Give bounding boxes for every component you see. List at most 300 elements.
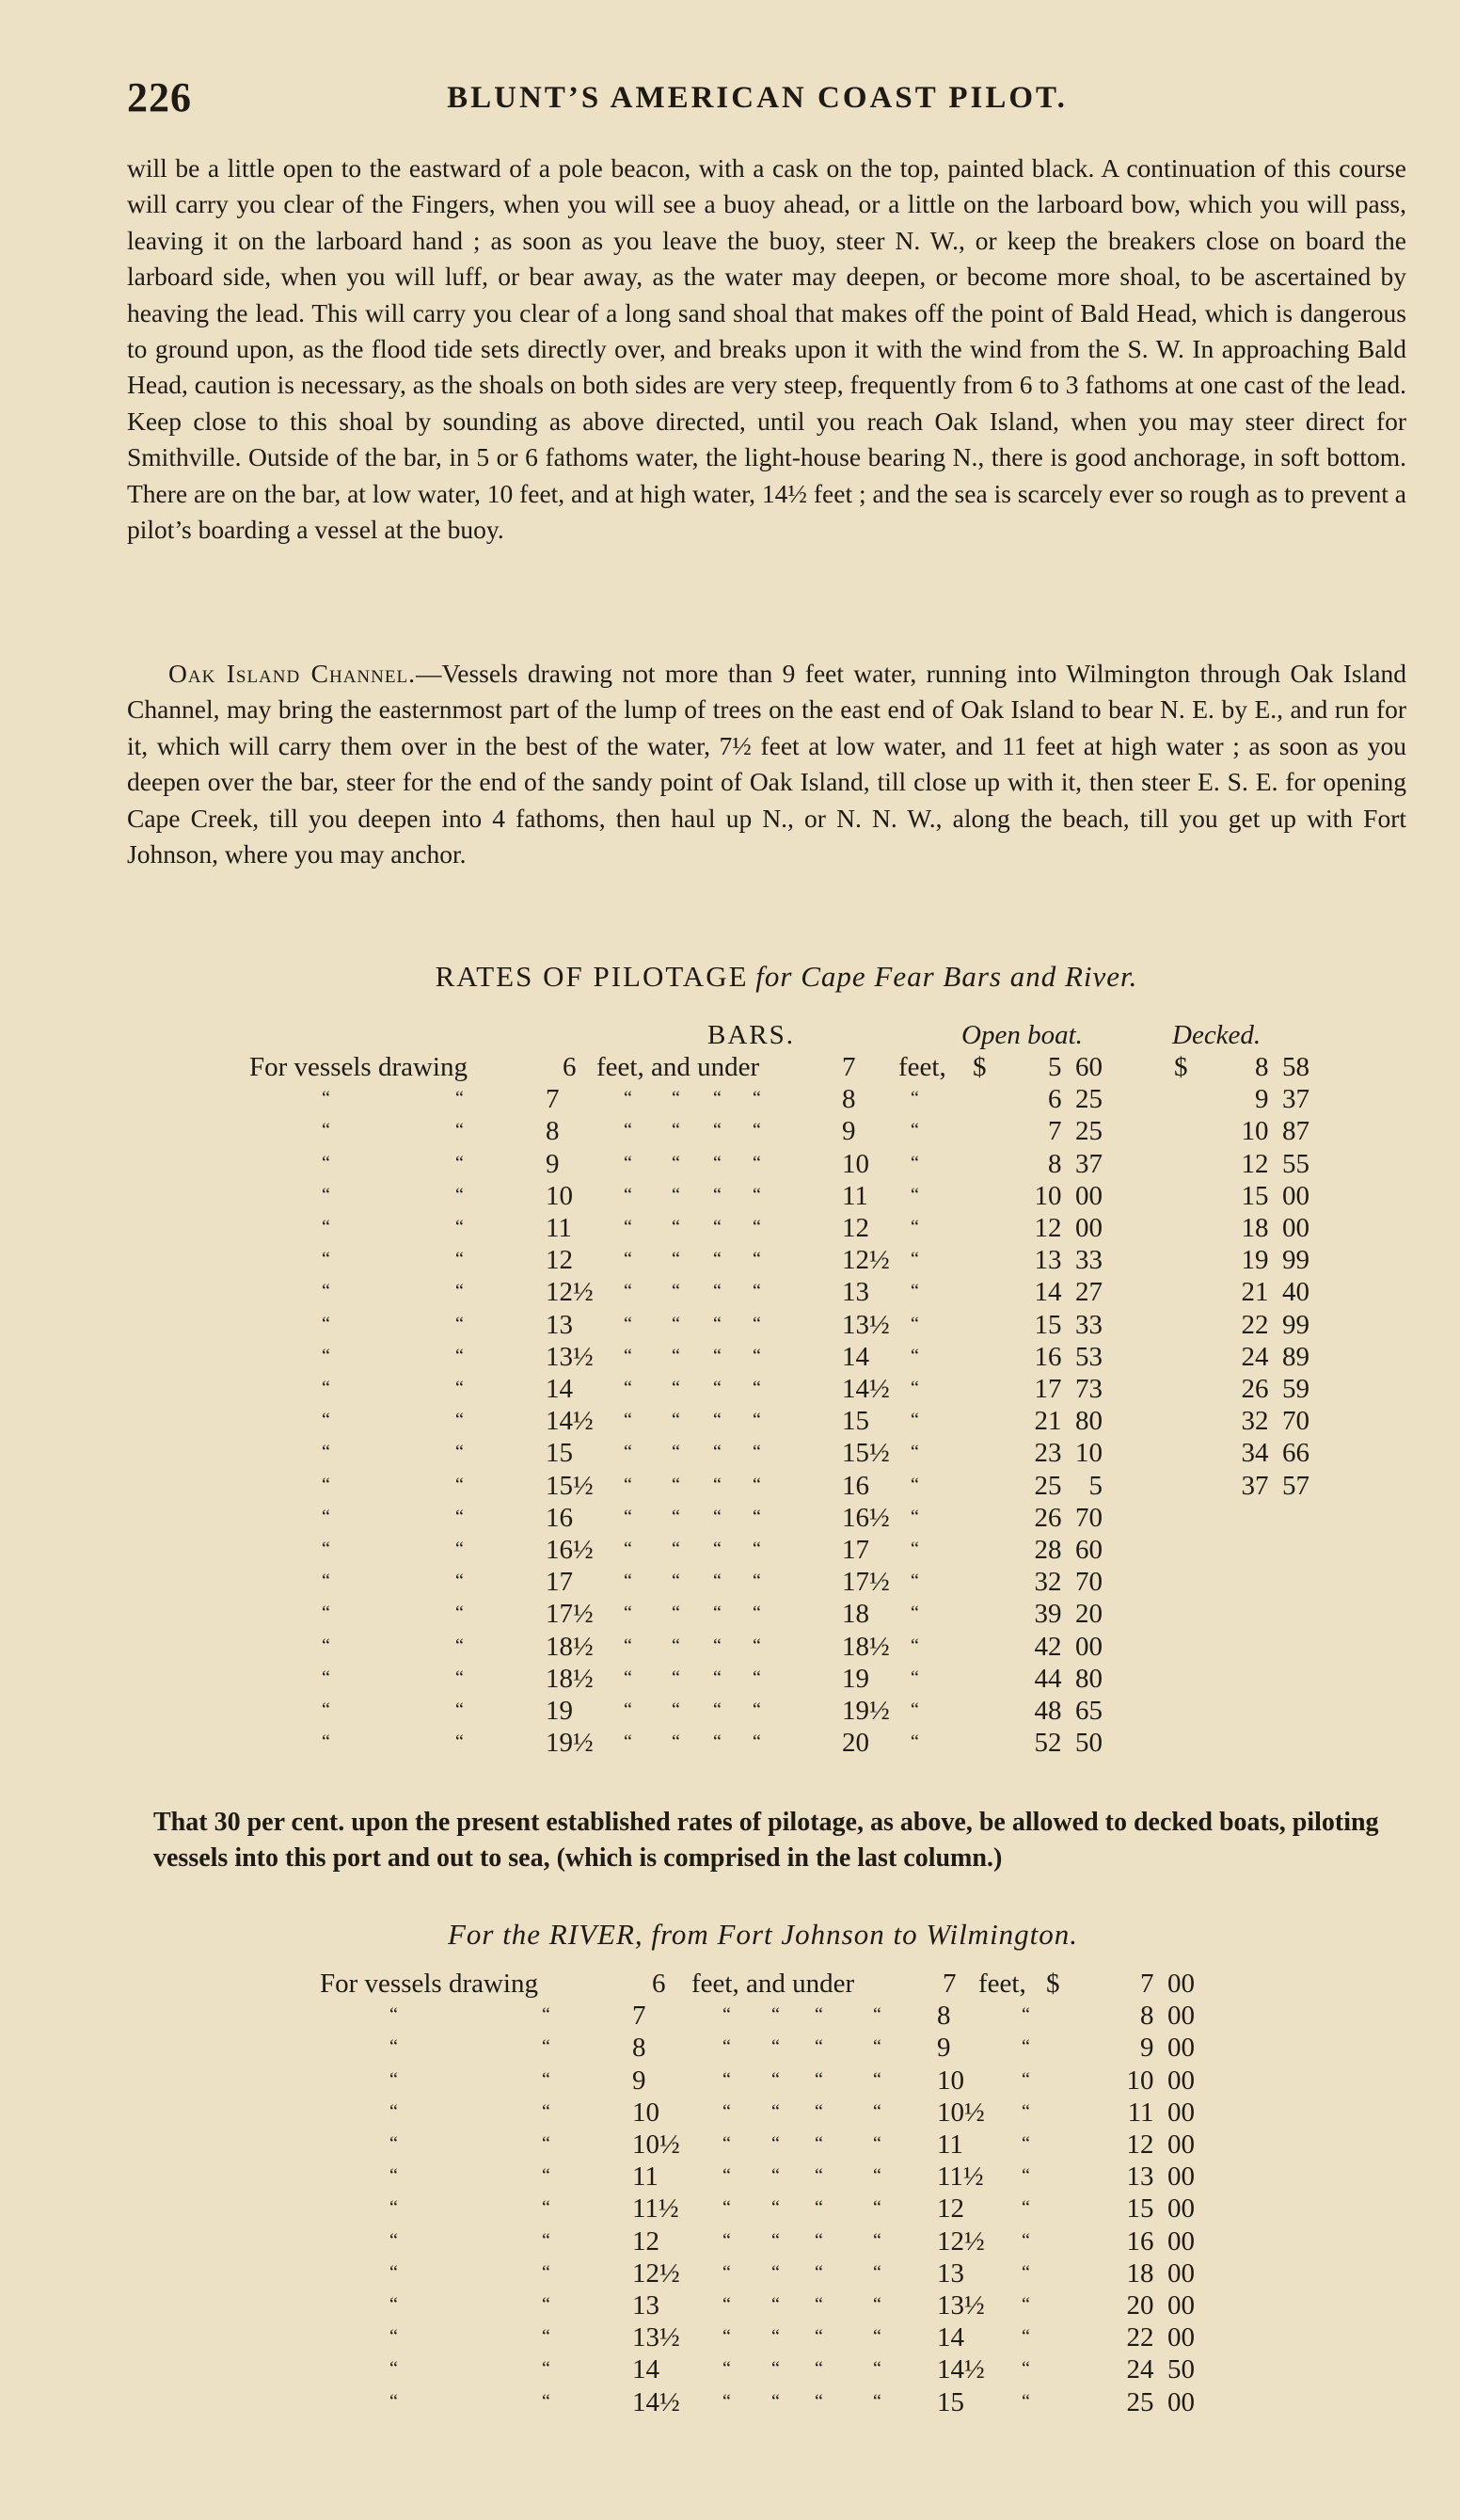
draft-from: 11½ xyxy=(632,2193,679,2224)
draft-to: 19½ xyxy=(842,1696,890,1726)
draft-to: 13 xyxy=(937,2258,964,2289)
ditto-mark: “ xyxy=(911,1153,919,1173)
ditto-mark: “ xyxy=(753,1699,761,1720)
ditto-mark: “ xyxy=(624,1442,632,1462)
draft-from: 12½ xyxy=(546,1277,594,1307)
ditto-mark: “ xyxy=(322,1603,330,1623)
ditto-mark: “ xyxy=(753,1249,761,1269)
ditto-mark: “ xyxy=(771,2004,780,2025)
draft-from: 12 xyxy=(632,2226,659,2257)
draft-from: 13 xyxy=(632,2290,659,2321)
ditto-mark: “ xyxy=(672,1475,680,1495)
ditto-mark: “ xyxy=(322,1667,330,1688)
ditto-mark: “ xyxy=(672,1281,680,1301)
ditto-mark: “ xyxy=(542,2326,550,2347)
ditto-mark: “ xyxy=(322,1088,330,1108)
ditto-mark: “ xyxy=(624,1153,632,1173)
draft-to: 13½ xyxy=(842,1310,890,1340)
dollar-sign: $ xyxy=(1046,1969,1060,1999)
river-rate: 25 00 xyxy=(1126,2387,1195,2417)
table-row xyxy=(0,1116,1460,1148)
draft-from: 18½ xyxy=(546,1632,594,1662)
draft-to: 9 xyxy=(937,2033,951,2063)
decked-rate: 12 55 xyxy=(1241,1149,1309,1179)
draft-from: 19½ xyxy=(546,1728,594,1758)
draft-to: 12 xyxy=(937,2193,964,2224)
ditto-mark: “ xyxy=(1022,2004,1030,2025)
ditto-mark: “ xyxy=(672,1217,680,1237)
ditto-mark: “ xyxy=(455,1314,464,1334)
ditto-mark: “ xyxy=(753,1410,761,1430)
table-row xyxy=(0,1503,1460,1535)
ditto-mark: “ xyxy=(389,2358,398,2379)
ditto-mark: “ xyxy=(542,2262,550,2283)
open-boat-rate: 25 5 xyxy=(1034,1471,1103,1501)
draft-to: 16 xyxy=(842,1471,869,1501)
ditto-mark: “ xyxy=(771,2326,780,2347)
ditto-mark: “ xyxy=(455,1507,464,1527)
ditto-mark: “ xyxy=(542,2004,550,2025)
ditto-mark: “ xyxy=(815,2326,823,2347)
ditto-mark: “ xyxy=(322,1442,330,1462)
draft-from: 6 xyxy=(652,1969,666,1999)
draft-to-unit: feet, xyxy=(898,1052,946,1082)
ditto-mark: “ xyxy=(753,1667,761,1688)
table-row xyxy=(0,1567,1460,1599)
draft-from: 17½ xyxy=(546,1599,594,1629)
open-boat-rate: 48 65 xyxy=(1034,1696,1103,1726)
ditto-mark: “ xyxy=(322,1314,330,1334)
ditto-mark: “ xyxy=(722,2358,731,2379)
ditto-mark: “ xyxy=(542,2036,550,2057)
draft-to: 18 xyxy=(842,1599,869,1629)
row-label: For vessels drawing xyxy=(320,1969,538,1999)
ditto-mark: “ xyxy=(911,1635,919,1656)
draft-to: 18½ xyxy=(842,1632,890,1662)
ditto-mark: “ xyxy=(542,2230,550,2251)
column-header-open-boat: Open boat. xyxy=(961,1020,1083,1050)
ditto-mark: “ xyxy=(455,1635,464,1656)
ditto-mark: “ xyxy=(713,1346,722,1366)
river-table-title xyxy=(33,1918,1460,1952)
ditto-mark: “ xyxy=(672,1507,680,1527)
ditto-mark: “ xyxy=(753,1088,761,1108)
ditto-mark: “ xyxy=(815,2262,823,2283)
draft-from: 13 xyxy=(546,1310,573,1340)
draft-from: 16 xyxy=(546,1503,573,1533)
ditto-mark: “ xyxy=(455,1475,464,1495)
open-boat-rate: 5 60 xyxy=(1048,1052,1103,1082)
ditto-mark: “ xyxy=(713,1378,722,1398)
open-boat-rate: 42 00 xyxy=(1034,1632,1103,1662)
ditto-mark: “ xyxy=(753,1281,761,1301)
ditto-mark: “ xyxy=(911,1571,919,1591)
draft-to-unit: feet, xyxy=(978,1969,1026,1999)
ditto-mark: “ xyxy=(1022,2326,1030,2347)
table-row xyxy=(0,1969,1460,2001)
ditto-mark: “ xyxy=(713,1571,722,1591)
ditto-mark: “ xyxy=(322,1281,330,1301)
ditto-mark: “ xyxy=(753,1539,761,1559)
rates-title-caps: RATES OF PILOTAGE xyxy=(435,960,749,993)
ditto-mark: “ xyxy=(713,1314,722,1334)
ditto-mark: “ xyxy=(911,1442,919,1462)
draft-to: 10 xyxy=(937,2065,964,2096)
running-title: BLUNT’S AMERICAN COAST PILOT. xyxy=(447,81,1068,115)
ditto-mark: “ xyxy=(1022,2133,1030,2154)
ditto-mark: “ xyxy=(672,1731,680,1752)
draft-from: 7 xyxy=(632,2001,646,2031)
ditto-mark: “ xyxy=(911,1185,919,1205)
open-boat-rate: 21 80 xyxy=(1034,1406,1103,1436)
ditto-mark: “ xyxy=(672,1120,680,1140)
table-row xyxy=(0,1149,1460,1181)
ditto-mark: “ xyxy=(672,1410,680,1430)
ditto-mark: “ xyxy=(672,1378,680,1398)
ditto-mark: “ xyxy=(322,1378,330,1398)
table-row xyxy=(0,1406,1460,1438)
ditto-mark: “ xyxy=(455,1731,464,1752)
ditto-mark: “ xyxy=(672,1314,680,1334)
draft-to: 14½ xyxy=(842,1374,890,1404)
ditto-mark: “ xyxy=(624,1667,632,1688)
table-row xyxy=(0,2001,1460,2033)
ditto-mark: “ xyxy=(1022,2197,1030,2218)
ditto-mark: “ xyxy=(455,1217,464,1237)
table-row xyxy=(0,2097,1460,2129)
ditto-mark: “ xyxy=(753,1314,761,1334)
ditto-mark: “ xyxy=(672,1346,680,1366)
ditto-mark: “ xyxy=(672,1699,680,1720)
ditto-mark: “ xyxy=(753,1217,761,1237)
ditto-mark: “ xyxy=(672,1442,680,1462)
ditto-mark: “ xyxy=(455,1281,464,1301)
ditto-mark: “ xyxy=(624,1249,632,1269)
paragraph-text: will be a little open to the eastward of a pole beacon, with a cask on the top, painted black. A continuation of this course will carry you clear of the Fingers, when you will see a buoy ahead, or a little on the larboard bow, which you will pass, leaving it on the larboard hand ; as soon as you leave the buoy, steer N. W., or keep the breakers close on board the larboard side, when you will luff, or bear away, as the water may deepen, or become more shoal, to be ascertained by heaving the lead. This will carry you clear of a long sand shoal that makes off the point of Bald Head, which is dangerous to ground upon, as the flood tide sets directly over, and breaks upon it with the wind from the S. W. In approaching Bald Head, caution is necessary, as the shoals on both sides are very steep, frequently from 6 to 3 fathoms at one cast of the lead. Keep close to this shoal by sounding as above directed, until you reach Oak Island, when you may steer direct for Smithville. Outside of the bar, in 5 or 6 fathoms water, the light-house bearing N., there is good anchorage, in soft bottom. There are on the bar, at low water, 10 feet, and at high water, 14½ feet ; and the sea is scarcely ever so rough as to prevent a pilot’s boarding a vessel at the buoy. xyxy=(127,153,1406,545)
open-boat-rate: 32 70 xyxy=(1034,1567,1103,1597)
ditto-mark: “ xyxy=(624,1346,632,1366)
ditto-mark: “ xyxy=(873,2101,881,2122)
table-row xyxy=(0,1342,1460,1374)
ditto-mark: “ xyxy=(542,2391,550,2412)
ditto-mark: “ xyxy=(722,2165,731,2186)
draft-to: 14 xyxy=(937,2322,964,2353)
open-boat-rate: 39 20 xyxy=(1034,1599,1103,1629)
ditto-mark: “ xyxy=(624,1185,632,1205)
draft-to: 17 xyxy=(842,1535,869,1565)
draft-to: 8 xyxy=(937,2001,951,2031)
ditto-mark: “ xyxy=(672,1635,680,1656)
ditto-mark: “ xyxy=(542,2197,550,2218)
ditto-mark: “ xyxy=(753,1507,761,1527)
draft-from: 14 xyxy=(632,2354,659,2384)
draft-from: 10 xyxy=(546,1181,573,1211)
ditto-mark: “ xyxy=(624,1378,632,1398)
table-row xyxy=(0,2258,1460,2290)
ditto-mark: “ xyxy=(873,2069,881,2090)
draft-from: 9 xyxy=(546,1149,560,1179)
ditto-mark: “ xyxy=(911,1346,919,1366)
ditto-mark: “ xyxy=(815,2165,823,2186)
draft-from: 9 xyxy=(632,2065,646,2096)
draft-to: 19 xyxy=(842,1664,869,1694)
draft-to: 14 xyxy=(842,1342,869,1372)
ditto-mark: “ xyxy=(322,1410,330,1430)
decked-rate: 10 87 xyxy=(1241,1116,1309,1146)
draft-from: 10 xyxy=(632,2097,659,2128)
decked-rate: 26 59 xyxy=(1241,1374,1309,1404)
ditto-mark: “ xyxy=(624,1507,632,1527)
ditto-mark: “ xyxy=(322,1217,330,1237)
ditto-mark: “ xyxy=(753,1153,761,1173)
ditto-mark: “ xyxy=(771,2262,780,2283)
ditto-mark: “ xyxy=(815,2391,823,2412)
ditto-mark: “ xyxy=(389,2133,398,2154)
ditto-mark: “ xyxy=(624,1314,632,1334)
ditto-mark: “ xyxy=(713,1185,722,1205)
ditto-mark: “ xyxy=(322,1507,330,1527)
ditto-mark: “ xyxy=(911,1507,919,1527)
ditto-mark: “ xyxy=(672,1088,680,1108)
decked-rate: 37 57 xyxy=(1241,1471,1309,1501)
row-label: For vessels drawing xyxy=(249,1052,468,1082)
ditto-mark: “ xyxy=(389,2165,398,2186)
ditto-mark: “ xyxy=(389,2004,398,2025)
ditto-mark: “ xyxy=(455,1378,464,1398)
table-row xyxy=(0,1374,1460,1406)
draft-to: 13 xyxy=(842,1277,869,1307)
ditto-mark: “ xyxy=(753,1120,761,1140)
ditto-mark: “ xyxy=(722,2326,731,2347)
river-rate: 7 00 xyxy=(1140,1969,1195,1999)
ditto-mark: “ xyxy=(624,1571,632,1591)
ditto-mark: “ xyxy=(713,1603,722,1623)
column-header-decked: Decked. xyxy=(1172,1020,1262,1050)
ditto-mark: “ xyxy=(389,2036,398,2057)
ditto-mark: “ xyxy=(1022,2262,1030,2283)
table-row xyxy=(0,2290,1460,2322)
draft-from-unit: feet, and under xyxy=(691,1969,855,1999)
table-row xyxy=(0,2354,1460,2386)
ditto-mark: “ xyxy=(672,1539,680,1559)
page-number: 226 xyxy=(127,74,192,120)
ditto-mark: “ xyxy=(753,1571,761,1591)
draft-to: 15 xyxy=(842,1406,869,1436)
ditto-mark: “ xyxy=(455,1539,464,1559)
ditto-mark: “ xyxy=(542,2101,550,2122)
paragraph-body: —Vessels drawing not more than 9 feet water, running into Wilmington through Oak Island Channel, may bring the easternmost part of the lump of trees on the east end of Oak Island to bear N. E. by E., and run for it, which will carry them over in the best of the water, 7½ feet at low water, and 11 feet at high water ; as soon as you deepen over the bar, steer for the end of the sandy point of Oak Island, till close up with it, then steer E. S. E. for opening Cape Creek, till you deepen into 4 fathoms, then haul up N., or N. N. W., along the beach, till you get up with Fort Johnson, where you may anchor. xyxy=(127,659,1406,869)
ditto-mark: “ xyxy=(815,2230,823,2251)
ditto-mark: “ xyxy=(713,1088,722,1108)
decked-rate: 24 89 xyxy=(1241,1342,1309,1372)
ditto-mark: “ xyxy=(911,1088,919,1108)
draft-to: 14½ xyxy=(937,2354,985,2384)
table-row xyxy=(0,1728,1460,1760)
ditto-mark: “ xyxy=(455,1185,464,1205)
open-boat-rate: 6 25 xyxy=(1048,1084,1103,1114)
ditto-mark: “ xyxy=(911,1410,919,1430)
river-rate: 18 00 xyxy=(1126,2258,1195,2289)
draft-from: 11 xyxy=(632,2161,659,2192)
ditto-mark: “ xyxy=(753,1475,761,1495)
table-row xyxy=(0,2033,1460,2065)
ditto-mark: “ xyxy=(713,1475,722,1495)
draft-to: 10½ xyxy=(937,2097,985,2128)
open-boat-rate: 14 27 xyxy=(1034,1277,1103,1307)
table-row xyxy=(0,2226,1460,2258)
ditto-mark: “ xyxy=(624,1410,632,1430)
ditto-mark: “ xyxy=(713,1635,722,1656)
open-boat-rate: 28 60 xyxy=(1034,1535,1103,1565)
ditto-mark: “ xyxy=(455,1346,464,1366)
table-row xyxy=(0,2193,1460,2225)
open-boat-rate: 12 00 xyxy=(1034,1213,1103,1243)
draft-from: 16½ xyxy=(546,1535,594,1565)
ditto-mark: “ xyxy=(389,2326,398,2347)
ditto-mark: “ xyxy=(815,2197,823,2218)
river-rate: 8 00 xyxy=(1140,2001,1195,2031)
ditto-mark: “ xyxy=(389,2294,398,2315)
table-row xyxy=(0,1277,1460,1309)
decked-rate: 22 99 xyxy=(1241,1310,1309,1340)
river-rate: 13 00 xyxy=(1126,2161,1195,2192)
draft-to: 12½ xyxy=(842,1245,890,1275)
draft-from: 15 xyxy=(546,1438,573,1468)
open-boat-rate: 15 33 xyxy=(1034,1310,1103,1340)
ditto-mark: “ xyxy=(911,1314,919,1334)
ditto-mark: “ xyxy=(713,1410,722,1430)
river-rate: 12 00 xyxy=(1126,2129,1195,2160)
ditto-mark: “ xyxy=(911,1539,919,1559)
ditto-mark: “ xyxy=(322,1571,330,1591)
ditto-mark: “ xyxy=(753,1346,761,1366)
table-row xyxy=(0,1438,1460,1470)
open-boat-rate: 16 53 xyxy=(1034,1342,1103,1372)
ditto-mark: “ xyxy=(873,2133,881,2154)
draft-to: 16½ xyxy=(842,1503,890,1533)
ditto-mark: “ xyxy=(753,1635,761,1656)
open-boat-rate: 17 73 xyxy=(1034,1374,1103,1404)
dollar-sign: $ xyxy=(973,1052,987,1082)
draft-from: 11 xyxy=(546,1213,572,1243)
ditto-mark: “ xyxy=(1022,2069,1030,2090)
ditto-mark: “ xyxy=(911,1217,919,1237)
draft-to: 11 xyxy=(937,2129,963,2160)
ditto-mark: “ xyxy=(873,2197,881,2218)
ditto-mark: “ xyxy=(911,1699,919,1720)
ditto-mark: “ xyxy=(771,2101,780,2122)
river-rate: 16 00 xyxy=(1126,2226,1195,2257)
draft-from: 14½ xyxy=(632,2387,680,2417)
ditto-mark: “ xyxy=(455,1120,464,1140)
ditto-mark: “ xyxy=(713,1120,722,1140)
ditto-mark: “ xyxy=(624,1699,632,1720)
rates-table xyxy=(0,1052,1460,1786)
decked-rate: 21 40 xyxy=(1241,1277,1309,1307)
open-boat-rate: 10 00 xyxy=(1034,1181,1103,1211)
ditto-mark: “ xyxy=(1022,2391,1030,2412)
ditto-mark: “ xyxy=(672,1603,680,1623)
draft-from-unit: feet, and under xyxy=(596,1052,760,1082)
ditto-mark: “ xyxy=(722,2391,731,2412)
ditto-mark: “ xyxy=(753,1185,761,1205)
ditto-mark: “ xyxy=(672,1185,680,1205)
ditto-mark: “ xyxy=(322,1475,330,1495)
table-row xyxy=(0,2161,1460,2193)
ditto-mark: “ xyxy=(1022,2036,1030,2057)
paragraph-text xyxy=(127,656,1406,872)
ditto-mark: “ xyxy=(322,1635,330,1656)
ditto-mark: “ xyxy=(722,2004,731,2025)
draft-from: 19 xyxy=(546,1696,573,1726)
ditto-mark: “ xyxy=(753,1731,761,1752)
ditto-mark: “ xyxy=(911,1667,919,1688)
draft-from: 18½ xyxy=(546,1664,594,1694)
ditto-mark: “ xyxy=(455,1667,464,1688)
table-row xyxy=(0,1632,1460,1664)
ditto-mark: “ xyxy=(722,2230,731,2251)
ditto-mark: “ xyxy=(713,1699,722,1720)
ditto-mark: “ xyxy=(722,2262,731,2283)
ditto-mark: “ xyxy=(753,1603,761,1623)
ditto-mark: “ xyxy=(753,1378,761,1398)
ditto-mark: “ xyxy=(713,1442,722,1462)
ditto-mark: “ xyxy=(815,2004,823,2025)
ditto-mark: “ xyxy=(624,1635,632,1656)
ditto-mark: “ xyxy=(713,1507,722,1527)
decked-rate: 15 00 xyxy=(1241,1181,1309,1211)
ditto-mark: “ xyxy=(753,1442,761,1462)
table-row xyxy=(0,1535,1460,1567)
ditto-mark: “ xyxy=(455,1571,464,1591)
ditto-mark: “ xyxy=(389,2391,398,2412)
table-row xyxy=(0,1084,1460,1116)
table-row xyxy=(0,2322,1460,2354)
ditto-mark: “ xyxy=(389,2230,398,2251)
river-rate: 20 00 xyxy=(1126,2290,1195,2321)
ditto-mark: “ xyxy=(624,1088,632,1108)
ditto-mark: “ xyxy=(815,2133,823,2154)
ditto-mark: “ xyxy=(873,2326,881,2347)
river-rate: 24 50 xyxy=(1126,2354,1195,2384)
ditto-mark: “ xyxy=(455,1088,464,1108)
ditto-mark: “ xyxy=(713,1539,722,1559)
ditto-mark: “ xyxy=(771,2133,780,2154)
decked-rate: 32 70 xyxy=(1241,1406,1309,1436)
ditto-mark: “ xyxy=(771,2294,780,2315)
ditto-mark: “ xyxy=(911,1475,919,1495)
river-title-text: For the RIVER, from Fort Johnson to Wilmington. xyxy=(447,1918,1079,1951)
draft-to: 11½ xyxy=(937,2161,984,2192)
ditto-mark: “ xyxy=(873,2004,881,2025)
draft-to: 10 xyxy=(842,1149,869,1179)
ditto-mark: “ xyxy=(542,2358,550,2379)
ditto-mark: “ xyxy=(771,2197,780,2218)
decked-rate: 18 00 xyxy=(1241,1213,1309,1243)
draft-to: 8 xyxy=(842,1084,856,1114)
ditto-mark: “ xyxy=(624,1539,632,1559)
draft-from: 13½ xyxy=(546,1342,594,1372)
ditto-mark: “ xyxy=(911,1249,919,1269)
page-header xyxy=(127,73,1388,130)
draft-to: 20 xyxy=(842,1728,869,1758)
draft-to: 15½ xyxy=(842,1438,890,1468)
open-boat-rate: 52 50 xyxy=(1034,1728,1103,1758)
ditto-mark: “ xyxy=(624,1475,632,1495)
ditto-mark: “ xyxy=(322,1539,330,1559)
draft-from: 14½ xyxy=(546,1406,594,1436)
draft-to: 12½ xyxy=(937,2226,985,2257)
